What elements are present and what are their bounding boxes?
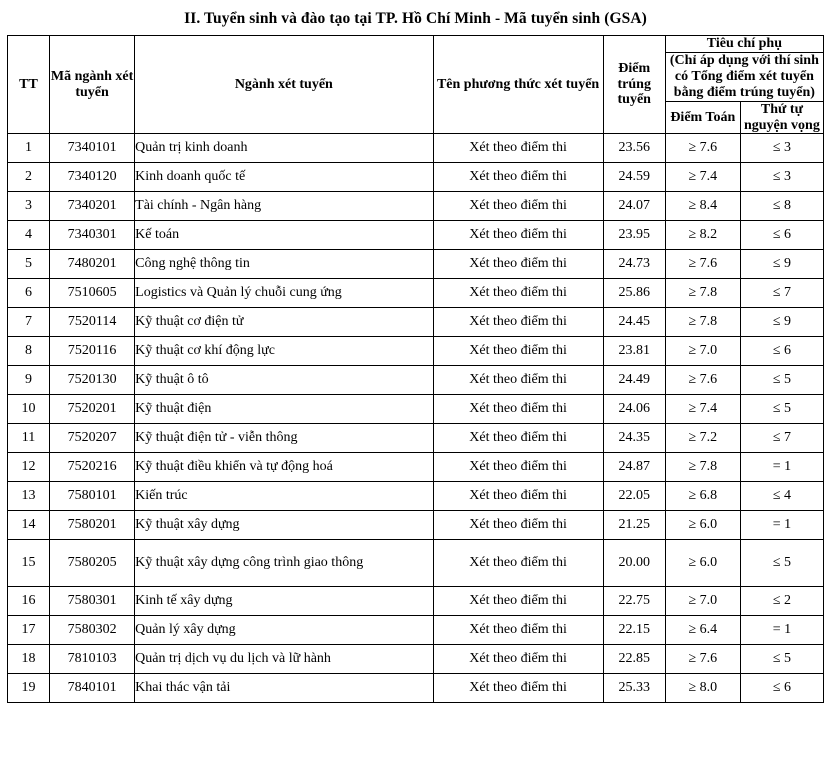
cell-code: 7580201 <box>50 511 135 540</box>
table-row <box>8 308 824 337</box>
cell-wish: ≤ 4 <box>740 482 823 511</box>
cell-code: 7520114 <box>50 308 135 337</box>
cell-math: ≥ 7.8 <box>665 308 740 337</box>
cell-score: 20.00 <box>603 540 665 587</box>
cell-math: ≥ 7.2 <box>665 424 740 453</box>
cell-tt: 10 <box>8 395 50 424</box>
cell-math: ≥ 8.2 <box>665 221 740 250</box>
cell-tt: 15 <box>8 540 50 587</box>
table-row <box>8 616 824 645</box>
cell-method: Xét theo điểm thi <box>433 163 603 192</box>
cell-method: Xét theo điểm thi <box>433 395 603 424</box>
table-body <box>8 134 824 703</box>
cell-code: 7340101 <box>50 134 135 163</box>
cell-method: Xét theo điểm thi <box>433 337 603 366</box>
cell-major: Kỹ thuật cơ khí động lực <box>135 337 433 366</box>
cell-tt: 13 <box>8 482 50 511</box>
cell-math: ≥ 8.0 <box>665 674 740 703</box>
cell-math: ≥ 7.4 <box>665 395 740 424</box>
cell-math: ≥ 7.6 <box>665 250 740 279</box>
table-row <box>8 645 824 674</box>
table-row <box>8 134 824 163</box>
cell-score: 24.06 <box>603 395 665 424</box>
cell-method: Xét theo điểm thi <box>433 674 603 703</box>
cell-math: ≥ 7.6 <box>665 134 740 163</box>
table-row <box>8 395 824 424</box>
cell-wish: = 1 <box>740 453 823 482</box>
cell-code: 7580301 <box>50 587 135 616</box>
cell-math: ≥ 6.4 <box>665 616 740 645</box>
cell-tt: 17 <box>8 616 50 645</box>
cell-tt: 4 <box>8 221 50 250</box>
cell-tt: 11 <box>8 424 50 453</box>
cell-tt: 7 <box>8 308 50 337</box>
cell-method: Xét theo điểm thi <box>433 424 603 453</box>
cell-major: Kỹ thuật điện <box>135 395 433 424</box>
cell-code: 7580205 <box>50 540 135 587</box>
cell-code: 7580101 <box>50 482 135 511</box>
cell-method: Xét theo điểm thi <box>433 250 603 279</box>
cell-tt: 2 <box>8 163 50 192</box>
cell-code: 7340120 <box>50 163 135 192</box>
cell-score: 23.81 <box>603 337 665 366</box>
cell-code: 7520116 <box>50 337 135 366</box>
cell-major: Kỹ thuật điều khiển và tự động hoá <box>135 453 433 482</box>
cell-score: 22.05 <box>603 482 665 511</box>
cell-wish: ≤ 9 <box>740 308 823 337</box>
table-row <box>8 424 824 453</box>
cell-score: 25.33 <box>603 674 665 703</box>
table-row <box>8 163 824 192</box>
cell-score: 24.87 <box>603 453 665 482</box>
header-major: Ngành xét tuyển <box>135 36 433 134</box>
cell-score: 24.07 <box>603 192 665 221</box>
cell-tt: 18 <box>8 645 50 674</box>
cell-score: 22.15 <box>603 616 665 645</box>
cell-score: 23.95 <box>603 221 665 250</box>
cell-method: Xét theo điểm thi <box>433 511 603 540</box>
cell-math: ≥ 7.4 <box>665 163 740 192</box>
cell-tt: 8 <box>8 337 50 366</box>
cell-math: ≥ 7.0 <box>665 337 740 366</box>
cell-code: 7810103 <box>50 645 135 674</box>
cell-major: Tài chính - Ngân hàng <box>135 192 433 221</box>
header-score: Điểm trúng tuyển <box>603 36 665 134</box>
table-row <box>8 540 824 587</box>
cell-wish: ≤ 5 <box>740 540 823 587</box>
cell-math: ≥ 6.0 <box>665 511 740 540</box>
cell-code: 7510605 <box>50 279 135 308</box>
cell-tt: 1 <box>8 134 50 163</box>
cell-score: 24.73 <box>603 250 665 279</box>
cell-wish: = 1 <box>740 616 823 645</box>
cell-wish: ≤ 3 <box>740 163 823 192</box>
cell-method: Xét theo điểm thi <box>433 540 603 587</box>
cell-score: 24.59 <box>603 163 665 192</box>
cell-math: ≥ 7.6 <box>665 645 740 674</box>
cell-major: Kỹ thuật xây dựng <box>135 511 433 540</box>
cell-math: ≥ 7.0 <box>665 587 740 616</box>
cell-score: 21.25 <box>603 511 665 540</box>
cell-code: 7520130 <box>50 366 135 395</box>
table-row <box>8 482 824 511</box>
cell-method: Xét theo điểm thi <box>433 616 603 645</box>
header-wish: Thứ tự nguyện vọng <box>740 101 823 133</box>
cell-major: Kỹ thuật ô tô <box>135 366 433 395</box>
cell-major: Quản lý xây dựng <box>135 616 433 645</box>
cell-tt: 6 <box>8 279 50 308</box>
cell-method: Xét theo điểm thi <box>433 587 603 616</box>
cell-score: 24.49 <box>603 366 665 395</box>
cell-wish: ≤ 5 <box>740 645 823 674</box>
header-extra-note: (Chỉ áp dụng với thí sinh có Tổng điểm xét tuyển bằng điểm trúng tuyển) <box>665 52 823 101</box>
cell-math: ≥ 7.6 <box>665 366 740 395</box>
cell-wish: ≤ 6 <box>740 337 823 366</box>
table-header <box>8 36 824 134</box>
cell-math: ≥ 7.8 <box>665 453 740 482</box>
cell-major: Quản trị dịch vụ du lịch và lữ hành <box>135 645 433 674</box>
cell-method: Xét theo điểm thi <box>433 482 603 511</box>
table-row <box>8 279 824 308</box>
cell-score: 22.75 <box>603 587 665 616</box>
table-row <box>8 587 824 616</box>
cell-method: Xét theo điểm thi <box>433 221 603 250</box>
header-math: Điểm Toán <box>665 101 740 133</box>
table-row <box>8 366 824 395</box>
cell-score: 24.35 <box>603 424 665 453</box>
cell-wish: ≤ 3 <box>740 134 823 163</box>
cell-code: 7480201 <box>50 250 135 279</box>
cell-wish: ≤ 6 <box>740 221 823 250</box>
cell-tt: 5 <box>8 250 50 279</box>
cell-code: 7840101 <box>50 674 135 703</box>
cell-method: Xét theo điểm thi <box>433 192 603 221</box>
cell-wish: ≤ 9 <box>740 250 823 279</box>
table-row <box>8 221 824 250</box>
cell-wish: ≤ 5 <box>740 366 823 395</box>
cell-wish: ≤ 7 <box>740 279 823 308</box>
cell-tt: 19 <box>8 674 50 703</box>
cell-math: ≥ 6.0 <box>665 540 740 587</box>
cell-wish: ≤ 7 <box>740 424 823 453</box>
cell-score: 25.86 <box>603 279 665 308</box>
cell-major: Công nghệ thông tin <box>135 250 433 279</box>
cell-wish: ≤ 2 <box>740 587 823 616</box>
cell-code: 7580302 <box>50 616 135 645</box>
cell-major: Kinh doanh quốc tế <box>135 163 433 192</box>
cell-math: ≥ 7.8 <box>665 279 740 308</box>
header-extra-group: Tiêu chí phụ <box>665 36 823 53</box>
cell-tt: 3 <box>8 192 50 221</box>
cell-wish: = 1 <box>740 511 823 540</box>
table-row <box>8 337 824 366</box>
cell-major: Kế toán <box>135 221 433 250</box>
cell-code: 7520201 <box>50 395 135 424</box>
cell-major: Logistics và Quản lý chuỗi cung ứng <box>135 279 433 308</box>
cell-code: 7520216 <box>50 453 135 482</box>
cell-wish: ≤ 8 <box>740 192 823 221</box>
header-tt: TT <box>8 36 50 134</box>
cell-score: 22.85 <box>603 645 665 674</box>
admissions-table <box>7 35 824 703</box>
cell-math: ≥ 8.4 <box>665 192 740 221</box>
header-method: Tên phương thức xét tuyển <box>433 36 603 134</box>
cell-major: Kiến trúc <box>135 482 433 511</box>
cell-wish: ≤ 6 <box>740 674 823 703</box>
table-row <box>8 250 824 279</box>
cell-code: 7340201 <box>50 192 135 221</box>
cell-method: Xét theo điểm thi <box>433 366 603 395</box>
cell-tt: 9 <box>8 366 50 395</box>
table-row <box>8 511 824 540</box>
cell-score: 23.56 <box>603 134 665 163</box>
header-code: Mã ngành xét tuyển <box>50 36 135 134</box>
table-row <box>8 192 824 221</box>
cell-method: Xét theo điểm thi <box>433 279 603 308</box>
cell-major: Kỹ thuật xây dựng công trình giao thông <box>135 540 433 587</box>
cell-major: Kinh tế xây dựng <box>135 587 433 616</box>
cell-tt: 16 <box>8 587 50 616</box>
cell-math: ≥ 6.8 <box>665 482 740 511</box>
cell-wish: ≤ 5 <box>740 395 823 424</box>
cell-tt: 14 <box>8 511 50 540</box>
cell-method: Xét theo điểm thi <box>433 308 603 337</box>
cell-method: Xét theo điểm thi <box>433 453 603 482</box>
cell-score: 24.45 <box>603 308 665 337</box>
cell-method: Xét theo điểm thi <box>433 134 603 163</box>
table-row <box>8 674 824 703</box>
cell-tt: 12 <box>8 453 50 482</box>
page-title: II. Tuyển sinh và đào tạo tại TP. Hồ Chí Minh - Mã tuyển sinh (GSA) <box>184 10 647 27</box>
cell-major: Khai thác vận tải <box>135 674 433 703</box>
cell-method: Xét theo điểm thi <box>433 645 603 674</box>
cell-code: 7340301 <box>50 221 135 250</box>
table-row <box>8 453 824 482</box>
cell-major: Quản trị kinh doanh <box>135 134 433 163</box>
cell-code: 7520207 <box>50 424 135 453</box>
cell-major: Kỹ thuật cơ điện tử <box>135 308 433 337</box>
cell-major: Kỹ thuật điện tử - viễn thông <box>135 424 433 453</box>
